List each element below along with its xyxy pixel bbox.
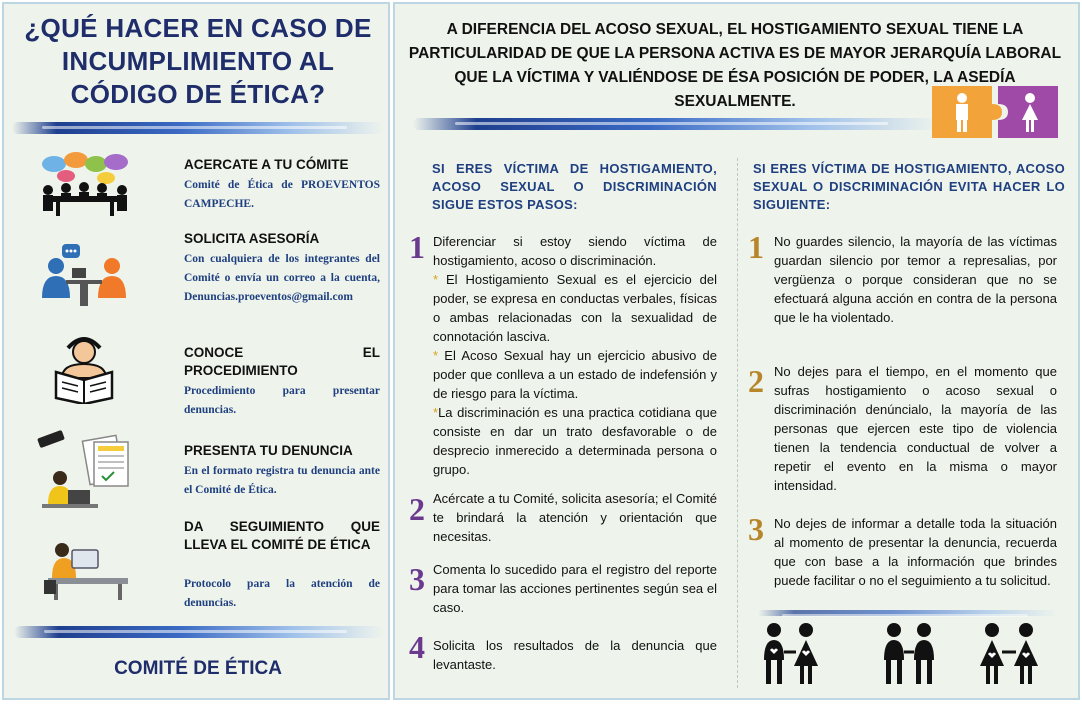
col1-step1-number: 1	[409, 229, 425, 265]
online-complaint-icon	[32, 428, 136, 512]
col2-heading: SI ERES VÍCTIMA DE HOSTIGAMIENTO, ACOSO SEXUAL O DISCRIMINACIÓN EVITA HACER LO SIGUIENTE:	[753, 161, 1065, 212]
desk-worker-icon	[32, 530, 136, 602]
col2-step1-text: No guardes silencio, la mayoría de las víctimas guardan silencio por temor a represalias, por vergüenza o porque consideran que no se efectuará alguna acción en contra de la persona que le ha violentado.	[774, 234, 1057, 325]
col1-step1-main: Diferenciar si estoy siendo víctima de hostigamiento, acoso o discriminación.	[433, 234, 717, 268]
bullet-star-icon: *	[433, 405, 439, 420]
column-divider	[737, 158, 738, 688]
couple-hearts-icon	[756, 620, 824, 686]
footer-brush	[14, 626, 384, 638]
item-title-acercate: ACERCATE A TU CÓMITE	[184, 157, 349, 172]
col2-divider-brush	[758, 610, 1058, 616]
item-text-presenta: En el formato registra tu denuncia ante el Comité de Ética.	[184, 465, 380, 496]
col1-step2-text: Acércate a tu Comité, solicita asesoría; el Comité te brindará la atención y orientación que necesitas.	[433, 491, 717, 544]
reading-person-icon	[32, 332, 136, 404]
puzzle-people-icon	[932, 82, 1058, 142]
col1-step4-text: Solicita los resultados de la denuncia que levantaste.	[433, 638, 717, 672]
bullet-star-icon: *	[433, 348, 445, 363]
item-title-presenta: PRESENTA TU DENUNCIA	[184, 443, 353, 458]
col1-step1-bullet1: * El Hostigamiento Sexual es el ejercicio del poder, se expresa en conductas verbales, físicas o ambas relacionadas con la sexualidad de connotación lasciva.	[433, 272, 717, 344]
intro-underline-brush	[413, 118, 941, 130]
item-text-seguimiento: Protocolo para la atención de denuncias.	[184, 578, 380, 609]
left-title-line1: ¿QUÉ HACER EN CASO DE	[24, 13, 372, 43]
advisory-chat-icon	[32, 240, 136, 312]
intro-text: A DIFERENCIA DEL ACOSO SEXUAL, EL HOSTIGAMIENTO SEXUAL TIENE LA PARTICULARIDAD DE QUE LA PERSONA ACTIVA ES DE MAYOR JERARQUÍA LABORAL QUE LA VÍCTIMA Y VALIÉNDOSE DE ÉSA POSICIÓN DE PODER, LA ASEDÍA SEXUALMENTE.	[408, 21, 1062, 110]
item-title-seguimiento: DA SEGUIMIENTO QUE LLEVA EL COMITÉ DE ÉTICA	[184, 519, 380, 552]
col1-step4-number: 4	[409, 629, 425, 665]
col1-step3-number: 3	[409, 561, 425, 597]
left-title-line3: CÓDIGO DE ÉTICA?	[70, 79, 326, 109]
col1-step1-bullet2: * El Acoso Sexual hay un ejercicio abusivo de poder que conlleva a un estado de indefensión y de riesgo para la víctima.	[433, 348, 717, 401]
left-title	[24, 12, 372, 111]
item-text-solicita: Con cualquiera de los integrantes del Comité o envía un correo a la cuenta, Denuncias.proeventos@gmail.com	[184, 253, 380, 303]
item-title-conoce: CONOCE EL PROCEDIMIENTO	[184, 345, 380, 378]
item-text-conoce: Procedimiento para presentar denuncias.	[184, 385, 380, 416]
left-title-line2: INCUMPLIMIENTO AL	[61, 46, 335, 76]
col2-step2-number: 2	[748, 363, 764, 399]
item-text-acercate: Comité de Ética de PROEVENTOS CAMPECHE.	[184, 179, 380, 210]
col2-step2-text: No dejes para el tiempo, en el momento que sufras hostigamiento o acoso sexual o discriminación denúncialo, la mayoría de las personas que ejercen este tipo de violencia tienen la tendencia conductual de volver a repetir el evento en la misma o mayor intensidad.	[774, 364, 1057, 493]
col2-step3-number: 3	[748, 511, 764, 547]
left-panel	[2, 2, 390, 700]
bullet-star-icon: *	[433, 272, 447, 287]
couple-women-icon	[976, 620, 1042, 686]
left-footer: COMITÉ DE ÉTICA	[114, 658, 282, 679]
couple-men-icon	[880, 620, 938, 686]
col2-step1-number: 1	[748, 229, 764, 265]
col1-step2-number: 2	[409, 491, 425, 527]
col1-step1-text	[433, 232, 717, 479]
col2-step3-text: No dejes de informar a detalle toda la situación al momento de presentar la denuncia, recuerda que con base a la información que brindes puede facilitar o no el seguimiento a tu solicitud.	[774, 516, 1057, 588]
item-title-solicita: SOLICITA ASESORÍA	[184, 231, 320, 246]
title-underline-brush	[12, 122, 384, 134]
col1-step1-bullet3: *La discriminación es una practica cotidiana que consiste en dar un trato desfavorable o de desprecio inmerecido a determinada persona o grupo.	[433, 405, 717, 477]
committee-meeting-icon	[32, 150, 136, 222]
col1-step3-text: Comenta lo sucedido para el registro del reporte para tomar las acciones pertinentes según sea el caso.	[433, 562, 717, 615]
col1-heading: SI ERES VÍCTIMA DE HOSTIGAMIENTO, ACOSO SEXUAL O DISCRIMINACIÓN SIGUE ESTOS PASOS:	[432, 161, 717, 212]
